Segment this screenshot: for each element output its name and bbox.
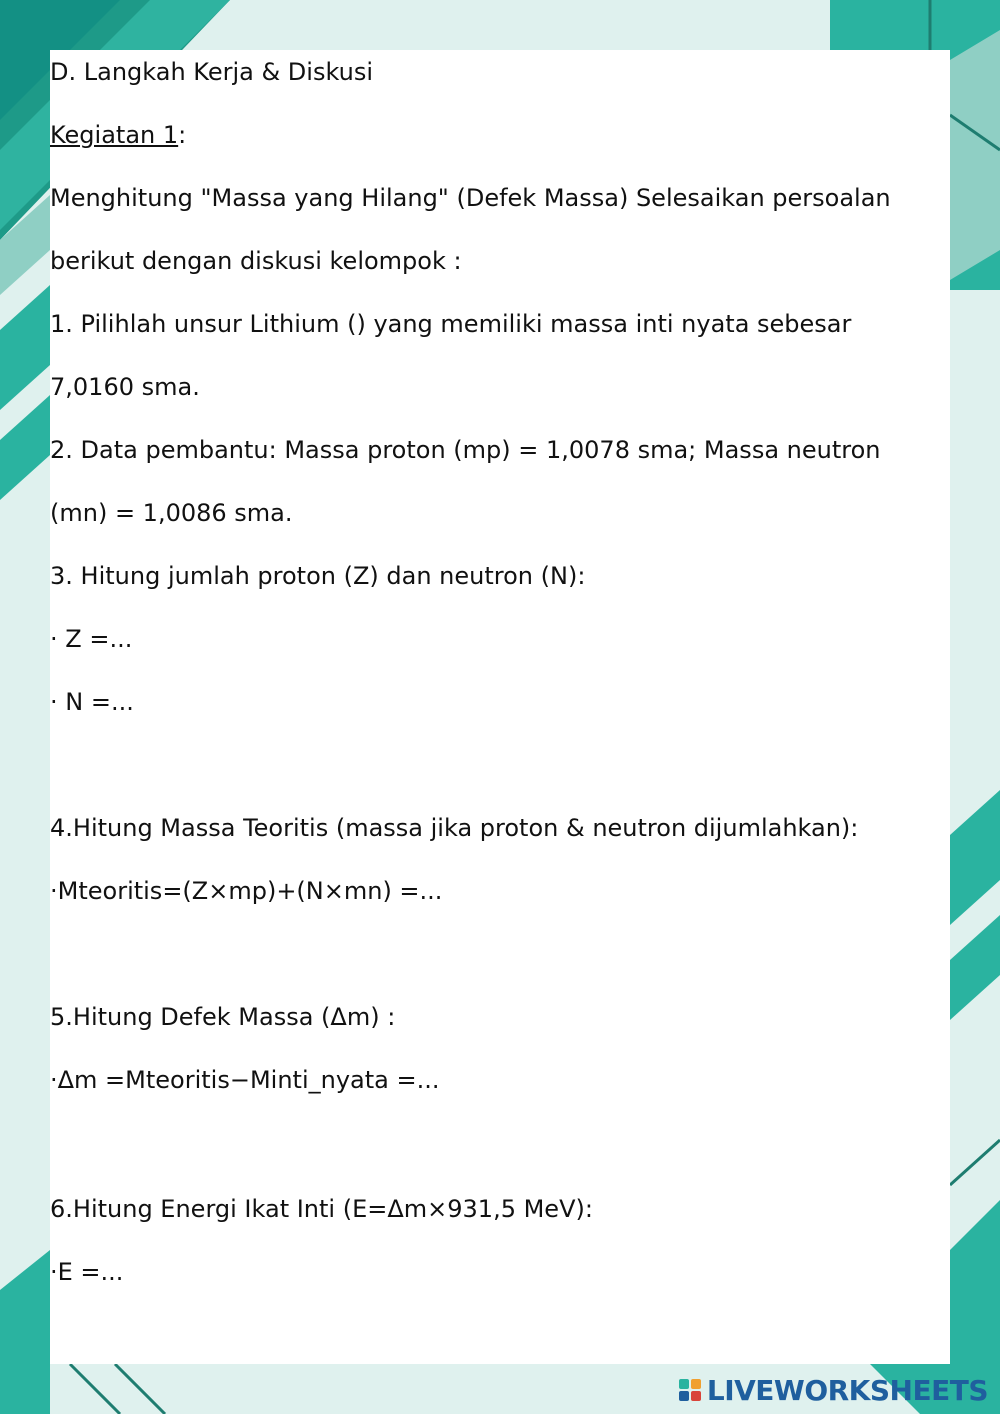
step-5-formula: ·Δm =Mteoritis−Minti_nyata =...	[50, 1066, 440, 1094]
activity-title	[50, 120, 950, 150]
bg-band-left-1	[0, 285, 50, 410]
bg-shape-top-right-light	[950, 30, 1000, 280]
step-4-formula: ·Mteoritis=(Z×mp)+(N×mn) =...	[50, 877, 443, 905]
bg-band-right-1	[950, 790, 1000, 925]
step-3-z-answer: · Z =...	[50, 625, 133, 653]
bg-band-left-2	[0, 395, 50, 500]
step-1-line-2: 7,0160 sma.	[50, 373, 200, 401]
step-5: 5.Hitung Defek Massa (Δm) :	[50, 1003, 396, 1031]
step-2-line-1: 2. Data pembantu: Massa proton (mp) = 1,0078 sma; Massa neutron	[50, 436, 881, 464]
section-heading: D. Langkah Kerja & Diskusi	[50, 58, 374, 86]
step-4: 4.Hitung Massa Teoritis (massa jika proton & neutron dijumlahkan):	[50, 814, 859, 842]
bg-line-right-diag	[950, 1140, 1000, 1185]
intro-line-2: berikut dengan diskusi kelompok :	[50, 247, 462, 275]
step-3: 3. Hitung jumlah proton (Z) dan neutron (N):	[50, 562, 586, 590]
bg-line-bottom-1	[70, 1364, 120, 1414]
activity-colon: :	[178, 121, 187, 149]
brand-name: LIVEWORKSHEETS	[706, 1373, 988, 1407]
step-1-line-1: 1. Pilihlah unsur Lithium () yang memiliki massa inti nyata sebesar	[50, 310, 852, 338]
bg-shape-bottom-left	[0, 1250, 50, 1414]
liveworksheets-brand[interactable]	[679, 1372, 988, 1408]
step-2-line-2: (mn) = 1,0086 sma.	[50, 499, 293, 527]
bg-band-right-2	[950, 915, 1000, 1020]
activity-label: Kegiatan 1	[50, 121, 179, 149]
step-6: 6.Hitung Energi Ikat Inti (E=Δm×931,5 MeV):	[50, 1195, 593, 1223]
step-3-n-answer: · N =...	[50, 688, 134, 716]
bg-line-bottom-2	[115, 1364, 165, 1414]
intro-line-1: Menghitung "Massa yang Hilang" (Defek Massa) Selesaikan persoalan	[50, 184, 891, 212]
liveworksheets-logo-icon	[679, 1379, 701, 1401]
step-6-formula: ·E =...	[50, 1258, 124, 1286]
